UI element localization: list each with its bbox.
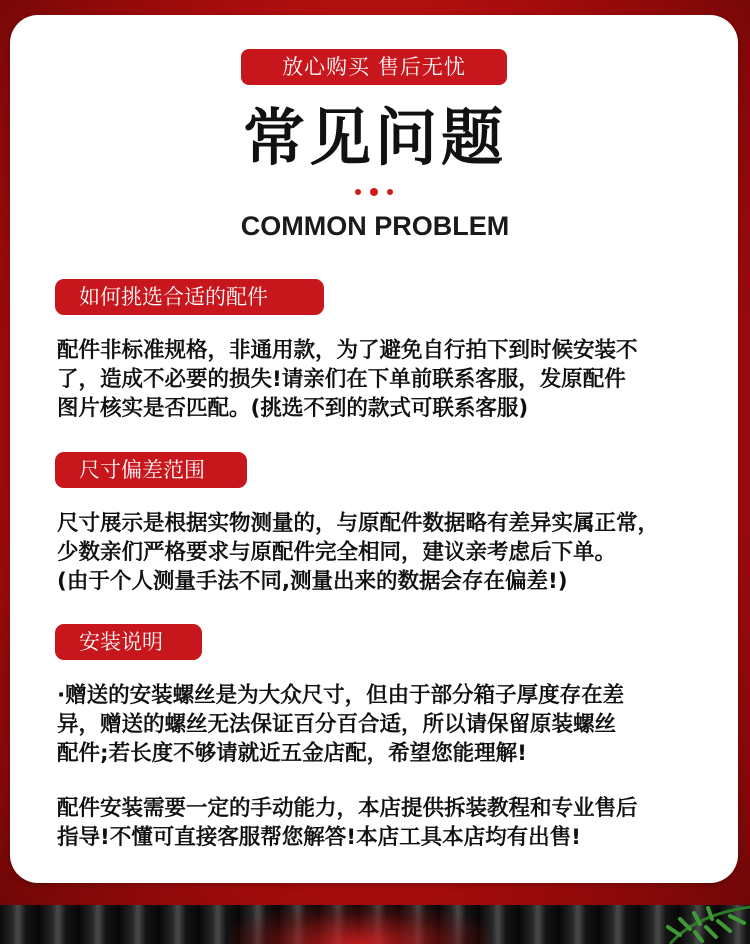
body-line: 配件;若长度不够请就近五金店配，希望您能理解!	[57, 741, 527, 766]
plant-leaf-icon	[650, 905, 750, 944]
body-line: 异，赠送的螺丝无法保证百分百合适，所以请保留原装螺丝	[57, 712, 617, 737]
body-line: 尺寸展示是根据实物测量的，与原配件数据略有差异实属正常，	[57, 511, 660, 536]
body-line: 了，造成不必要的损失!请亲们在下单前联系客服，发原配件	[57, 367, 626, 392]
dot-icon	[370, 188, 378, 196]
body-line: 指导!不懂可直接客服帮您解答!本店工具本店均有出售!	[57, 825, 581, 850]
tagline-badge: 放心购买 售后无忧	[241, 49, 507, 85]
page-subtitle: COMMON PROBLEM	[240, 211, 510, 241]
bottom-red-glow	[230, 905, 490, 944]
section-heading-installation: 安装说明	[55, 624, 202, 660]
dot-icon	[387, 189, 393, 195]
section-body-installation	[57, 681, 717, 768]
body-line: (由于个人测量手法不同,测量出来的数据会存在偏差!)	[57, 569, 568, 594]
body-line: ·赠送的安装螺丝是为大众尺寸，但由于部分箱子厚度存在差	[57, 683, 625, 708]
section-heading-selection: 如何挑选合适的配件	[55, 279, 324, 315]
section-body-size-tolerance	[57, 509, 717, 596]
divider-dots	[350, 187, 400, 197]
body-line: 图片核实是否匹配。(挑选不到的款式可联系客服)	[57, 396, 529, 421]
dot-icon	[355, 189, 361, 195]
section-body-selection	[57, 336, 717, 423]
page-title: 常见问题	[242, 101, 507, 174]
body-line: 配件安装需要一定的手动能力，本店提供拆装教程和专业售后	[57, 796, 638, 821]
body-line: 少数亲们严格要求与原配件完全相同，建议亲考虑后下单。	[57, 540, 617, 565]
body-line: 配件非标准规格，非通用款，为了避免自行拍下到时候安装不	[57, 338, 638, 363]
section-body-installation-note	[57, 794, 717, 852]
section-heading-size-tolerance: 尺寸偏差范围	[55, 452, 247, 488]
